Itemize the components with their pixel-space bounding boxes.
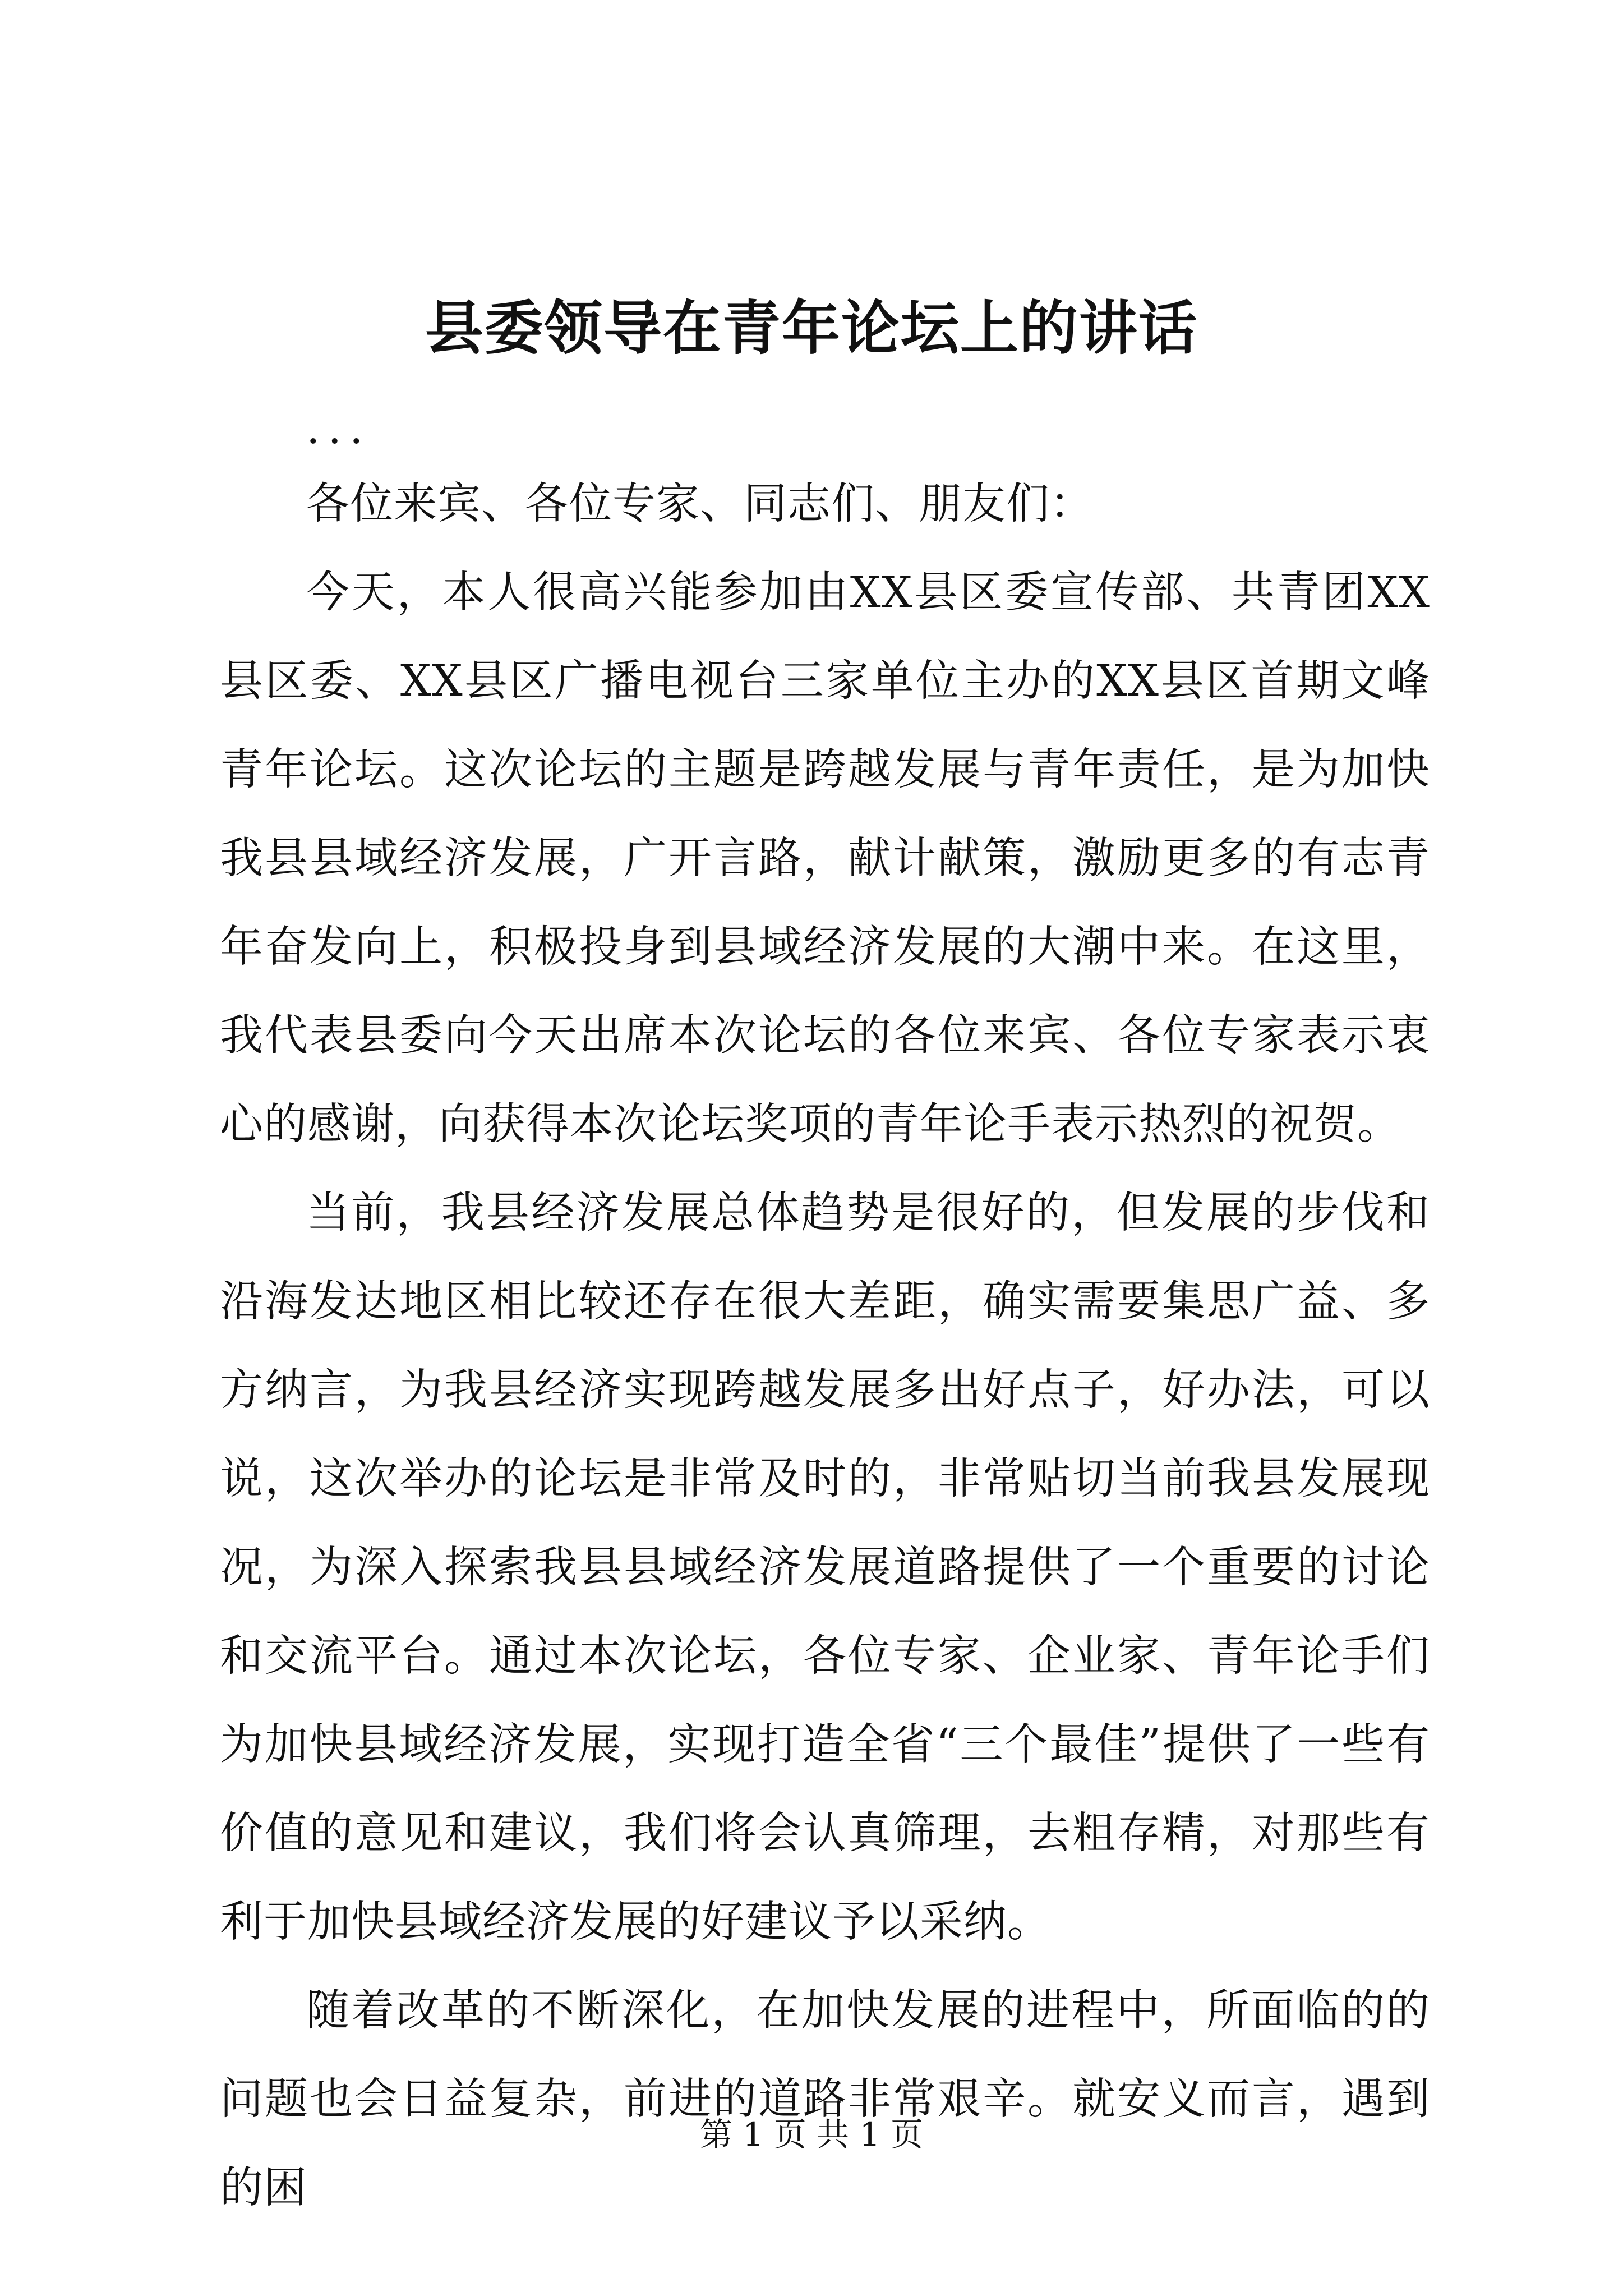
ellipsis-line: ... <box>306 404 371 454</box>
paragraph-salutation: 各位来宾、各位专家、同志们、朋友们： <box>306 479 1094 529</box>
document-title: 县委领导在青年论坛上的讲话 <box>425 293 1198 362</box>
document-body <box>220 398 1430 2233</box>
paragraph-1: 今天，本人很高兴能参加由XX县区委宣传部、共青团XX县区委、XX县区广播电视台三家单位主办的XX县区首期文峰青年论坛。这次论坛的主题是跨越发展与青年责任，是为加快我县县域经济发展，广开言路，献计献策，激励更多的有志青年奋发向上，积极投身到县域经济发展的大潮中来。在这里，我代表县委向今天出席本次论坛的各位来宾、各位专家表示衷心的感谢，向获得本次论坛奖项的青年论手表示热烈的祝贺。 <box>220 568 1430 1149</box>
paragraph-3: 随着改革的不断深化，在加快发展的进程中，所面临的的问题也会日益复杂，前进的道路非常艰辛。就安义而言，遇到的困 <box>220 1986 1430 2213</box>
page-footer: 第 1 页 共 1 页 <box>700 2115 923 2154</box>
paragraph-2: 当前，我县经济发展总体趋势是很好的，但发展的步伐和沿海发达地区相比较还存在很大差距，确实需要集思广益、多方纳言，为我县经济实现跨越发展多出好点子，好办法，可以说，这次举办的论坛是非常及时的，非常贴切当前我县发展现况，为深入探索我县县域经济发展道路提供了一个重要的讨论和交流平台。通过本次论坛，各位专家、企业家、青年论手们为加快县域经济发展，实现打造全省“三个最佳”提供了一些有价值的意见和建议，我们将会认真筛理，去粗存精，对那些有利于加快县域经济发展的好建议予以采纳。 <box>220 1188 1430 1947</box>
